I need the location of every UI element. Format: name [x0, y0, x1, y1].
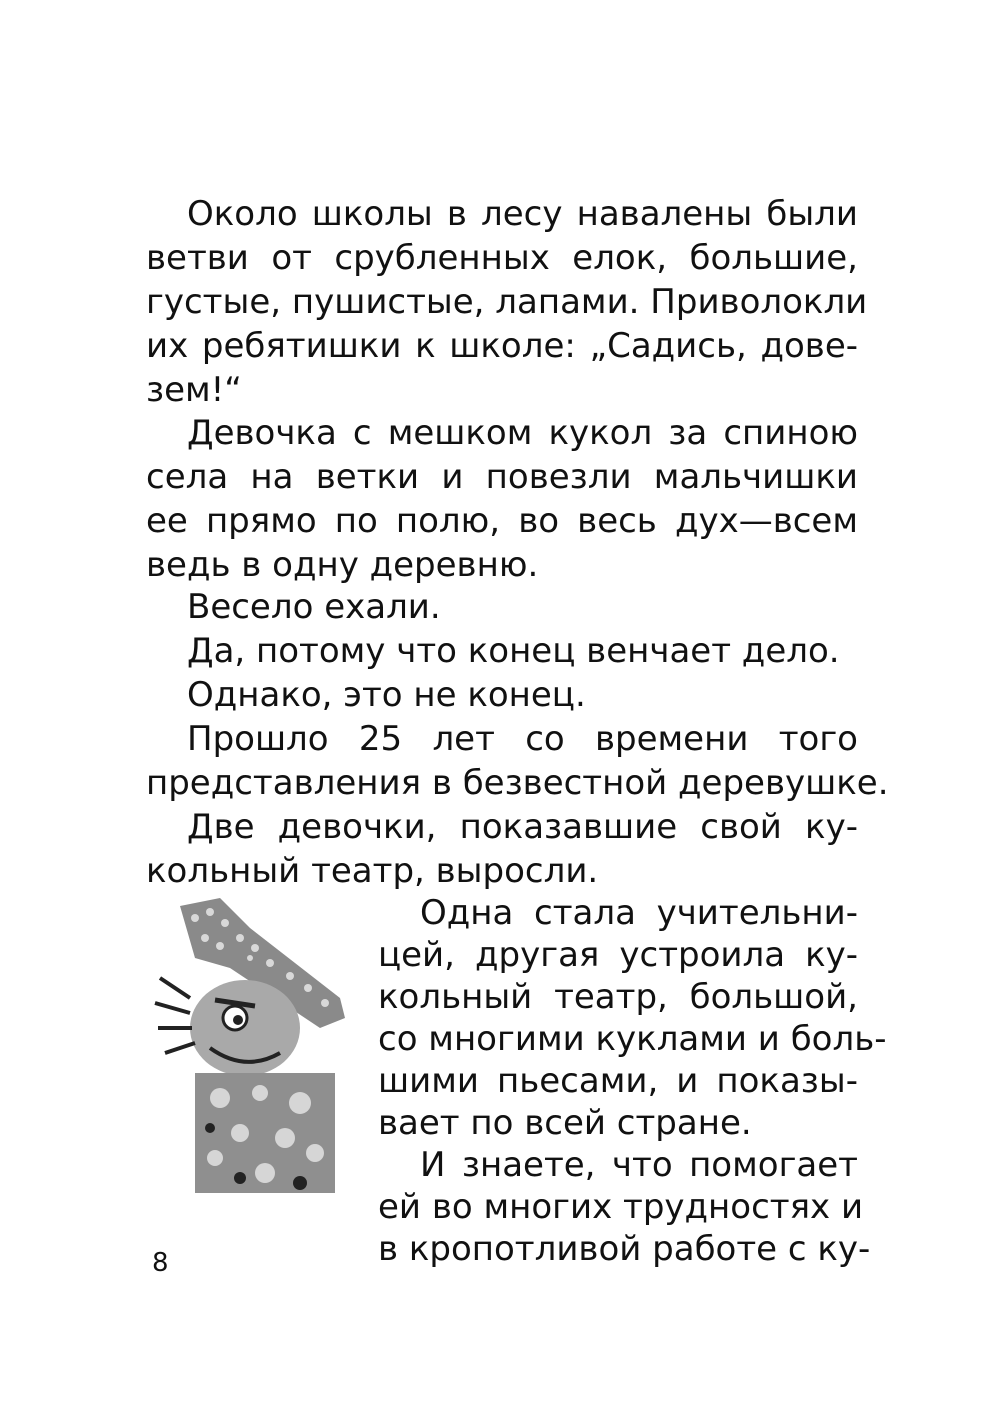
paragraph-5: Однако, это не конец. [187, 675, 586, 715]
paragraph-3: Весело ехали. [187, 587, 441, 627]
text-line: ей во многих трудностях и [378, 1187, 864, 1227]
puppet-illustration-icon [150, 888, 350, 1208]
text-line: их ребятишки к школе: „Садись, дове- [146, 326, 858, 366]
text-line: Две девочки, показавшие свой ку- [187, 807, 858, 847]
text-line: села на ветки и повезли мальчишки [146, 457, 858, 497]
text-line: зем!“ [146, 370, 242, 410]
text-line: цей, другая устроила ку- [378, 935, 858, 975]
text-line: ее прямо по полю, во весь дух—всем [146, 501, 858, 541]
text-line: со многими куклами и боль- [378, 1019, 887, 1059]
text-line: ведь в одну деревню. [146, 545, 539, 585]
text-line: Девочка с мешком кукол за спиною [187, 413, 858, 453]
text-line: ветви от срубленных елок, большие, [146, 238, 858, 278]
text-line: кольный театр, большой, [378, 977, 858, 1017]
text-line: Прошло 25 лет со времени того [187, 719, 858, 759]
paragraph-4: Да, потому что конец венчает дело. [187, 631, 840, 671]
text-line: кольный театр, выросли. [146, 851, 599, 891]
page-number: 8 [152, 1248, 169, 1278]
text-line: Одна стала учительни- [420, 893, 858, 933]
text-line: шими пьесами, и показы- [378, 1061, 858, 1101]
text-line: Около школы в лесу навалены были [187, 194, 858, 234]
text-line: И знаете, что помогает [420, 1145, 858, 1185]
text-line: вает по всей стране. [378, 1103, 752, 1143]
text-line: густые, пушистые, лапами. Приволокли [146, 282, 868, 322]
text-line: в кропотливой работе с ку- [378, 1229, 871, 1269]
text-line: представления в безвестной деревушке. [146, 763, 889, 803]
